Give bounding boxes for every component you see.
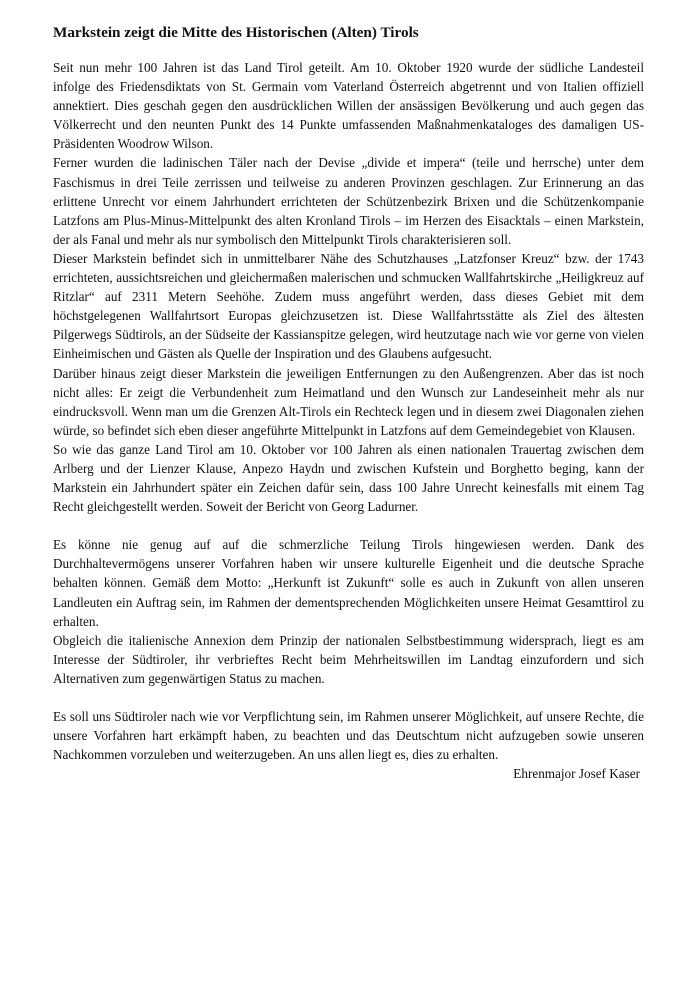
paragraph-ladin-valleys: Ferner wurden die ladinischen Täler nach der Devise „divide et impera“ (teile und herrsche) unter dem Faschismus in drei Teile zerrissen und teilweise zu anderen Provinzen geschlagen. Zur Erinnerung an das erlittene Unrecht vor einem Jahrhundert errichteten der Schützenbezirk Brixen und die Schützenkompanie Latzfons am Plus-Minus-Mittelpunkt des alten Kronland Tirols – im Herzen des Eisacktals – einen Markstein, der als Fanal und mehr als nur symbolisch den Mittelpunkt Tirols charakterisieren soll. [53,155,644,247]
paragraph-gap [53,516,644,535]
document-title: Markstein zeigt die Mitte des Historischen (Alten) Tirols [53,24,419,41]
paragraph-distances: Darüber hinaus zeigt dieser Markstein die jeweiligen Entfernungen zu den Außengrenzen. Aber das ist noch nicht alles: Er zeigt die Verbundenheit zum Heimatland und den Wunsch zur Landeseinheit mehr als nur eindrucksvoll. Wenn man um die Grenzen Alt-Tirols ein Rechteck legen und in diesem zwei Diagonalen ziehen würde, so befindet sich eben dieser angeführte Mittelpunkt in Latzfons auf dem Gemeindegebiet von Klausen. [53,365,644,438]
paragraph-heritage: Es könne nie genug auf auf die schmerzliche Teilung Tirols hingewiesen werden. Dank des Durchhaltevermögens unserer Vorfahren haben wir unsere kulturelle Eigenheit und die deutsche Sprache behalten können. Gemäß dem Motto: „Herkunft ist Zukunft“ solle es auch in Zukunft von allen unseren Landleuten ein Auftrag sein, im Rahmen der dementsprechenden Möglichkeiten unsere Heimat Gesamttirol zu erhalten. [53,537,644,629]
paragraph-gap [53,688,644,707]
paragraph-obligation: Es soll uns Südtiroler nach wie vor Verpflichtung sein, im Rahmen unserer Möglichkeit, auf unsere Rechte, die unsere Vorfahren hart erkämpft haben, zu beachten und das Deutschtum nicht aufzugeben sowie unseren Nachkommen vorzuleben und weiterzugeben. An uns allen liegt es, dies zu erhalten. [53,709,644,763]
paragraph-markstein-location: Dieser Markstein befindet sich in unmittelbarer Nähe des Schutzhauses „Latzfonser Kreuz“ bzw. der 1743 errichteten, aussichtsreichen und gleichermaßen malerischen und schmucken Wallfahrtskirche „Heiligkreuz auf Ritzlar“ auf 2311 Metern Seehöhe. Zudem muss angeführt werden, dass dieses Gebiet mit dem höchstgelegenen Wallfahrtsort Europas gleichzusetzen ist. Diese Wallfahrtsstätte als Ziel des ältesten Pilgerwegs Südtirols, an der Südseite der Kassianspitze gelegen, wird heutzutage nach wie vor gerne von vielen Einheimischen und Gästen als Quelle der Inspiration und des Glaubens aufgesucht. [53,250,644,362]
paragraph-partition-history: Seit nun mehr 100 Jahren ist das Land Tirol geteilt. Am 10. Oktober 1920 wurde der südliche Landesteil infolge des Friedensdiktats von St. Germain vom Vaterland Österreich abgetrennt und von Italien offiziell annektiert. Dies geschah gegen den ausdrücklichen Willen der ansässigen Bevölkerung und auch gegen das Völkerrecht und den neunten Punkt des 14 Punkte umfassenden Maßnahmenkataloges des damaligen US-Präsidenten Woodrow Wilson. [53,60,644,152]
paragraph-mourning-day: So wie das ganze Land Tirol am 10. Oktober vor 100 Jahren als einen nationalen Trauertag zwischen dem Arlberg und der Lienzer Klause, Anpezo Haydn und zwischen Kufstein und Borghetto beging, kann der Markstein ein Jahrhundert später ein Zeichen dafür sein, dass 100 Jahre Unrecht keinesfalls mit einem Tag Recht gleichgestellt werden. Soweit der Bericht von Georg Ladurner. [53,441,644,515]
paragraph-self-determination: Obgleich die italienische Annexion dem Prinzip der nationalen Selbstbestimmung widersprach, liegt es am Interesse der Südtiroler, ihr verbrieftes Recht beim Mehrheitswillen im Landtag einzufordern und sich Alternativen zum gegenwärtigen Status zu machen. [53,632,644,686]
signature: Ehrenmajor Josef Kaser [513,766,640,782]
